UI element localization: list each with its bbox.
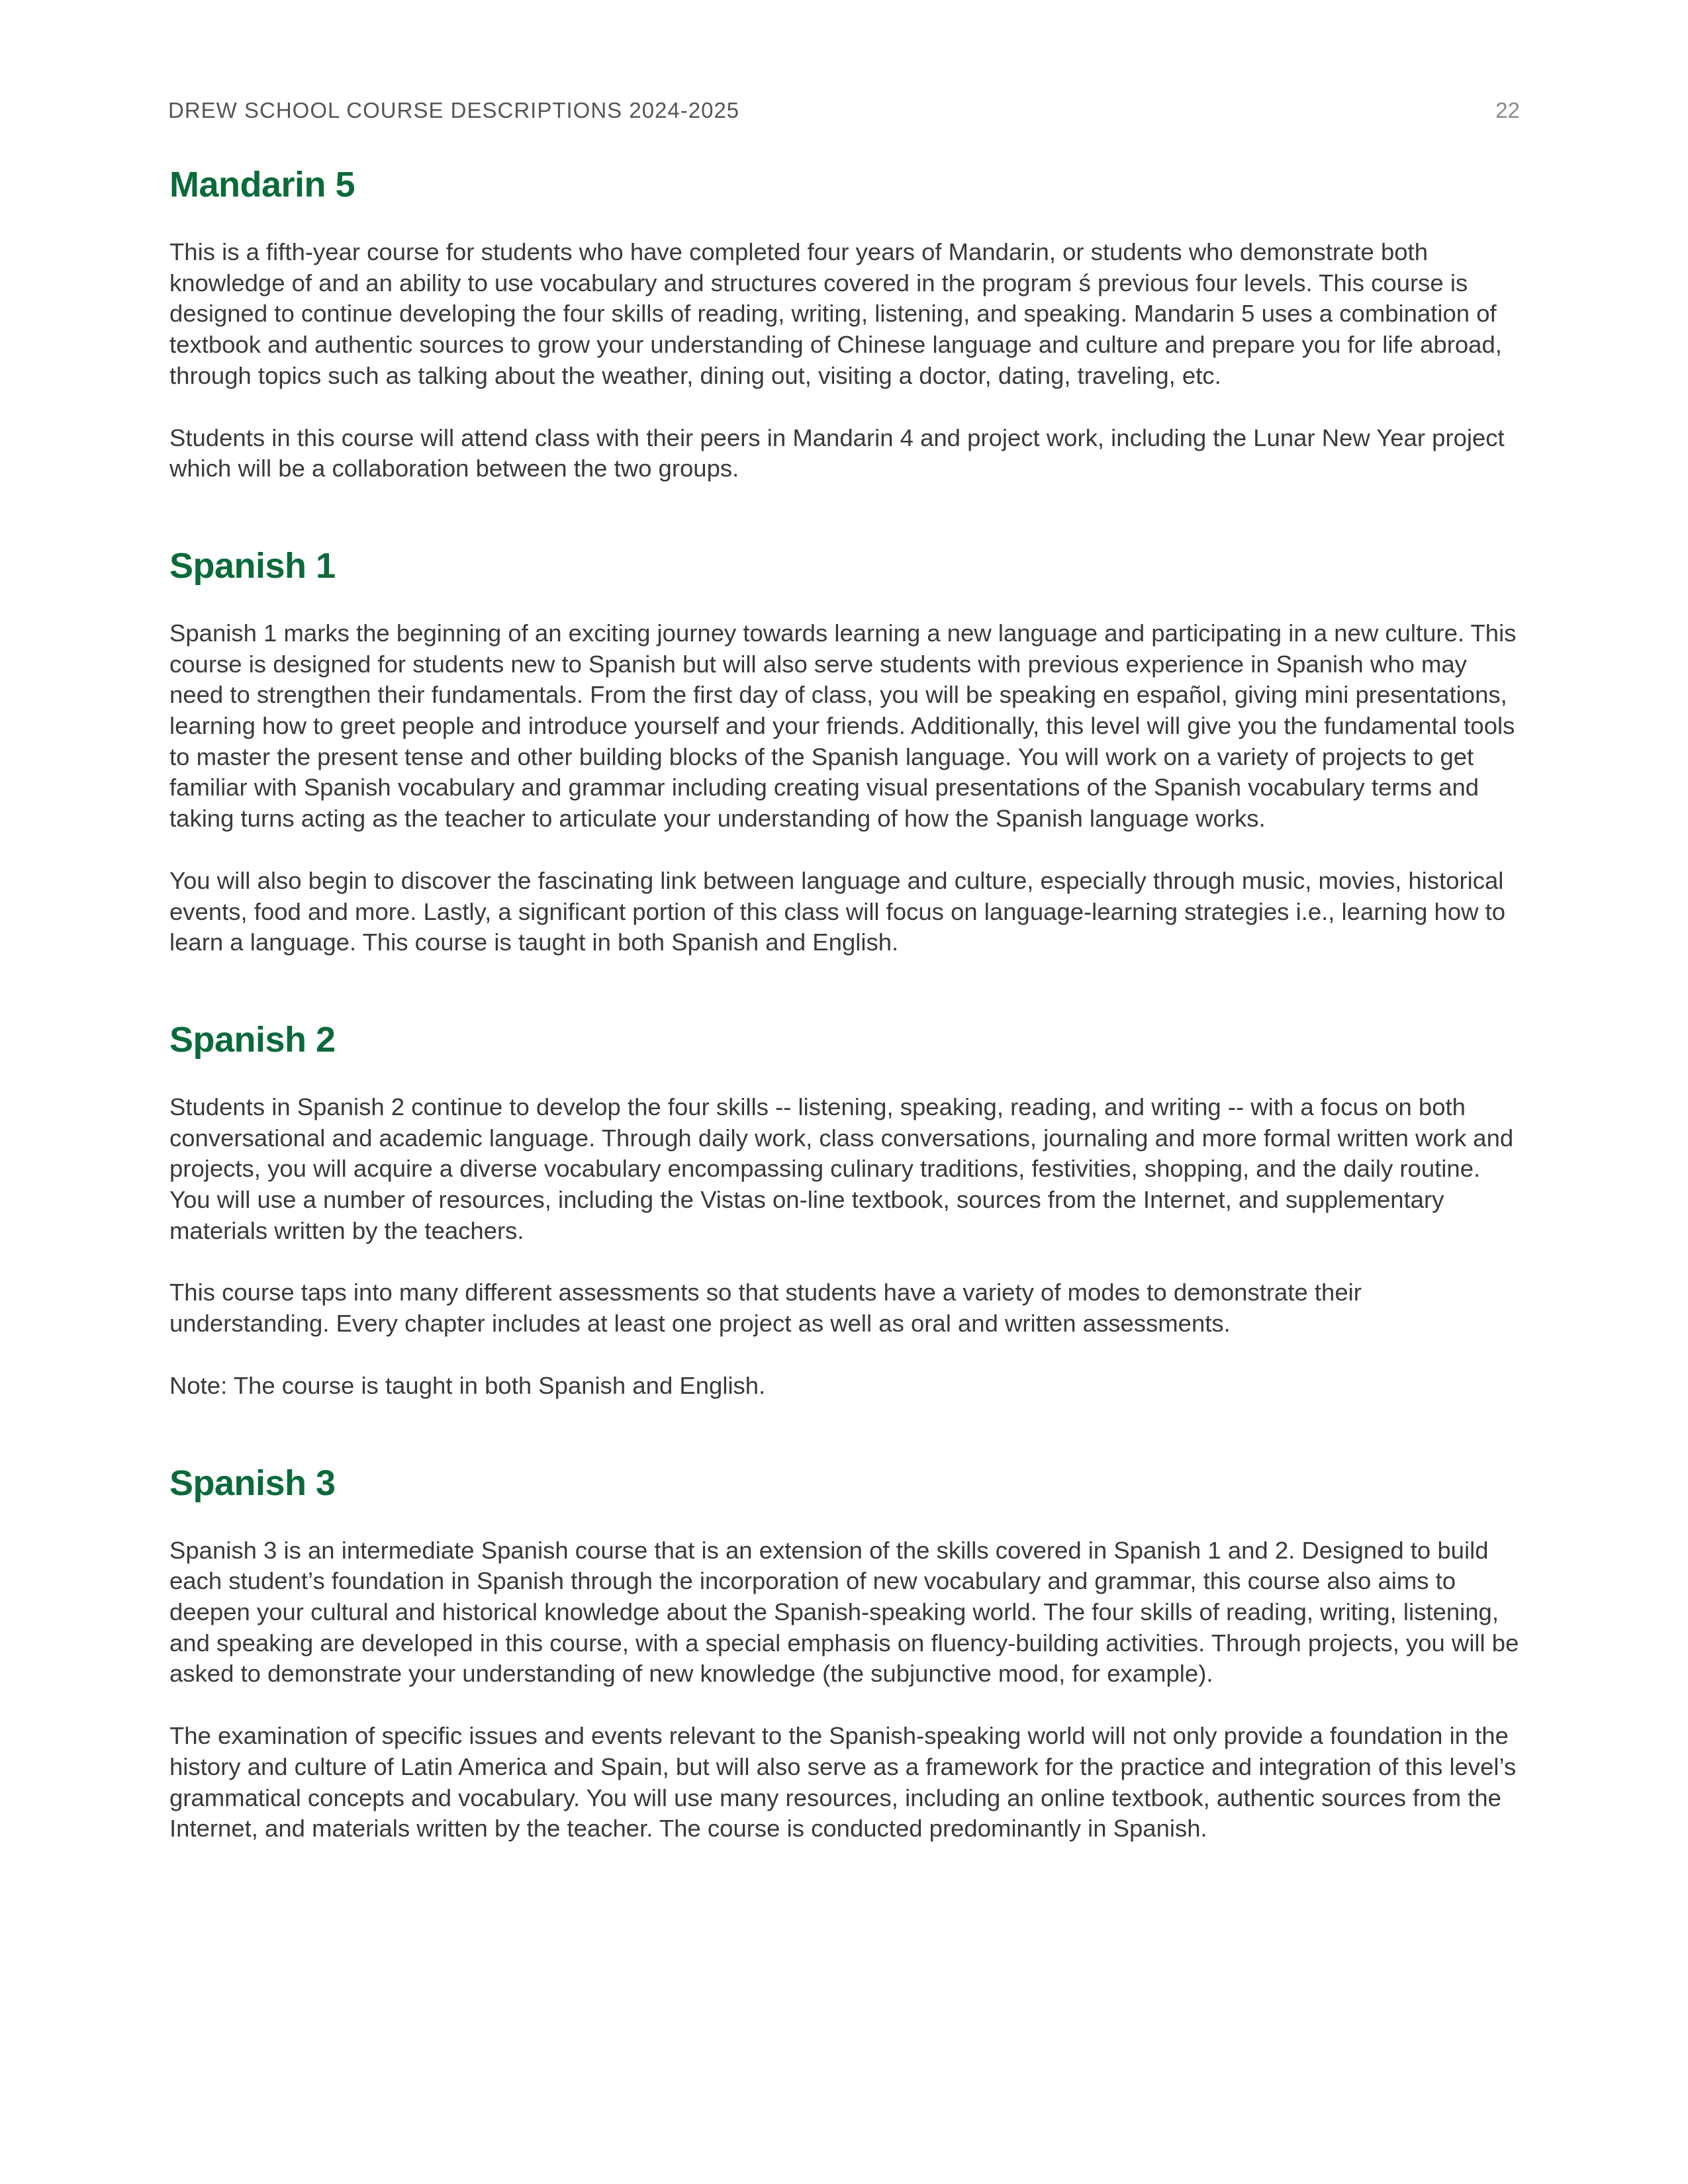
page-number: 22 xyxy=(1495,98,1520,122)
course-spanish-3 xyxy=(169,1460,1526,1844)
course-title: Spanish 1 xyxy=(169,545,336,586)
course-spanish-2 xyxy=(169,1017,1526,1402)
course-paragraph: This course taps into many different assessments so that students have a variety of modes to demonstrate their understanding. Every chapter includes at least one project as well as oral and written assessments. xyxy=(169,1279,1362,1338)
course-mandarin-5 xyxy=(169,161,1526,484)
course-paragraph: Students in Spanish 2 continue to develop the four skills -- listening, speaking, reading, and writing -- with a focus on both conversational and academic language. Through daily work, class conversations, journaling and more formal written work and projects, you will acquire a diverse vocabulary encompassing culinary traditions, festivities, shopping, and the daily routine. You will use a number of resources, including the Vistas on-line textbook, sources from the Internet, and supplementary materials written by the teachers. xyxy=(169,1093,1514,1244)
course-paragraph: Students in this course will attend class with their peers in Mandarin 4 and project work, including the Lunar New Year project which will be a collaboration between the two groups. xyxy=(169,424,1505,482)
course-paragraph: Spanish 1 marks the beginning of an exciting journey towards learning a new language and participating in a new culture. This course is designed for students new to Spanish but will also serve students with previous experience in Spanish who may need to strengthen their fundamentals. From the first day of class, you will be speaking en español, giving mini presentations, learning how to greet people and introduce yourself and your friends. Additionally, this level will give you the fundamental tools to master the present tense and other building blocks of the Spanish language. You will work on a variety of projects to get familiar with Spanish vocabulary and grammar including creating visual presentations of the Spanish vocabulary terms and taking turns acting as the teacher to articulate your understanding of how the Spanish language works. xyxy=(169,619,1517,833)
course-paragraph: This is a fifth-year course for students who have completed four years of Mandarin, or students who demonstrate both knowledge of and an ability to use vocabulary and structures covered in the program ś previous four levels. This course is designed to continue developing the four skills of reading, writing, listening, and speaking. Mandarin 5 uses a combination of textbook and authentic sources to grow your understanding of Chinese language and culture and prepare you for life abroad, through topics such as talking about the weather, dining out, visiting a doctor, dating, traveling, etc. xyxy=(169,238,1502,389)
course-paragraph: Note: The course is taught in both Spanish and English. xyxy=(169,1371,766,1399)
course-paragraph: You will also begin to discover the fascinating link between language and culture, especially through music, movies, historical events, food and more. Lastly, a significant portion of this class will focus on language-learning strategies i.e., learning how to learn a language. This course is taught in both Spanish and English. xyxy=(169,866,1506,956)
course-title: Spanish 3 xyxy=(169,1463,336,1503)
course-title: Mandarin 5 xyxy=(169,165,355,205)
course-paragraph: Spanish 3 is an intermediate Spanish course that is an extension of the skills covered in Spanish 1 and 2. Designed to build each student’s foundation in Spanish through the incorporation of new vocabulary and grammar, this course also aims to deepen your cultural and historical knowledge about the Spanish-speaking world. The four skills of reading, writing, listening, and speaking are developed in this course, with a special emphasis on fluency-building activities. Through projects, you will be asked to demonstrate your understanding of new knowledge (the subjunctive mood, for example). xyxy=(169,1536,1519,1688)
course-spanish-1 xyxy=(169,543,1526,958)
course-title: Spanish 2 xyxy=(169,1019,336,1060)
page-content xyxy=(169,161,1526,1903)
course-paragraph: The examination of specific issues and events relevant to the Spanish-speaking world will not only provide a foundation in the history and culture of Latin America and Spain, but will also serve as a framework for the practice and integration of this level’s grammatical concepts and vocabulary. You will use many resources, including an online textbook, authentic sources from the Internet, and materials written by the teacher. The course is conducted predominantly in Spanish. xyxy=(169,1722,1517,1843)
running-header: DREW SCHOOL COURSE DESCRIPTIONS 2024-2025 xyxy=(168,98,740,122)
